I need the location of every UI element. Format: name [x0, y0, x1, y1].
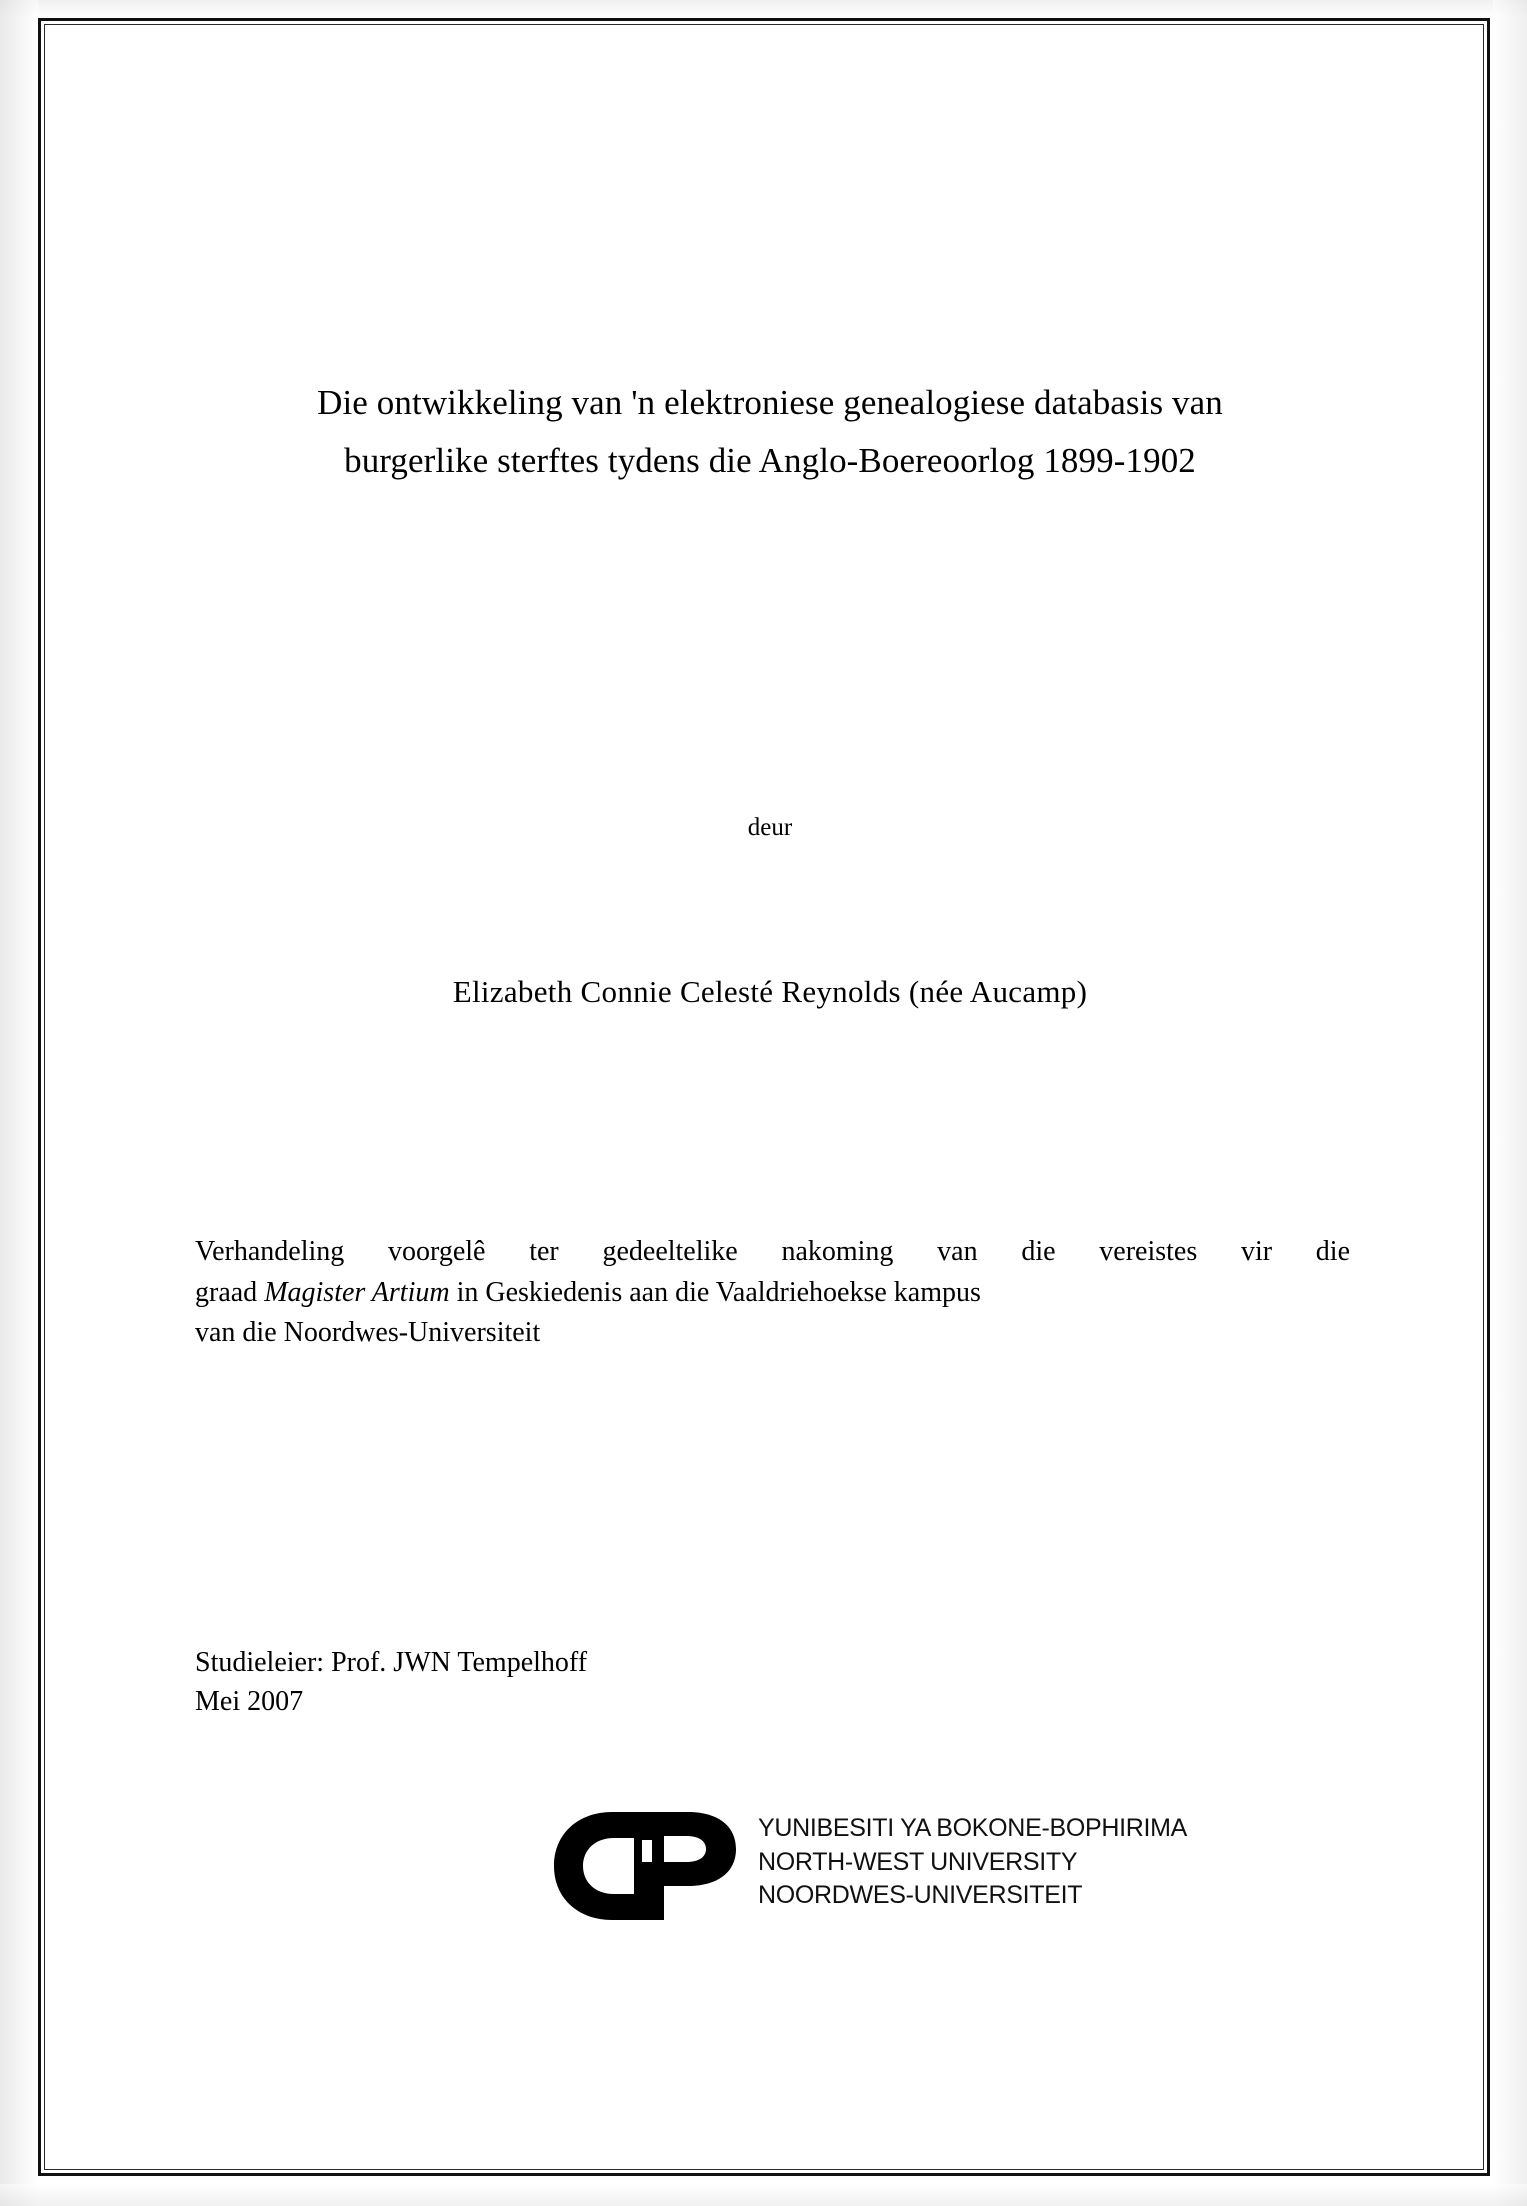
degree-statement-line-2-post: in Geskiedenis aan die Vaaldriehoekse kampus: [449, 1276, 981, 1308]
degree-statement-line-2-pre: graad: [195, 1276, 265, 1308]
logo-line-1: YUNIBESITI YA BOKONE-BOPHIRIMA: [758, 1814, 1188, 1842]
degree-statement-line-1: Verhandeling voorgelê ter gedeeltelike nakoming van die vereistes vir die: [195, 1236, 1350, 1267]
degree-statement-line-2: [195, 1273, 1350, 1314]
date-line: Mei 2007: [195, 1685, 304, 1717]
page-title: [180, 374, 1360, 490]
degree-statement: [195, 1232, 1350, 1354]
logo-wordmark: [758, 1812, 1187, 1913]
author-name: Elizabeth Connie Celesté Reynolds (née Aucamp): [452, 974, 1088, 1009]
title-line-2: burgerlike sterftes tydens die Anglo-Boereoorlog 1899-1902: [344, 440, 1196, 480]
logo-line-2: NORTH-WEST UNIVERSITY: [758, 1847, 1078, 1876]
byline-label: deur: [747, 814, 793, 841]
title-page-content: [150, 24, 1390, 2170]
supervisor-and-date: [195, 1644, 1095, 1721]
title-line-1: Die ontwikkeling van 'n elektroniese genealogiese databasis van: [317, 383, 1223, 422]
degree-name-italic: Magister Artium: [264, 1276, 450, 1308]
logo-line-3: NOORDWES-UNIVERSITEIT: [758, 1881, 1083, 1909]
scan-edge-shadow-left: [0, 0, 38, 2206]
university-logo: [550, 1806, 1350, 1936]
scan-edge-shadow-bottom: [0, 2184, 1527, 2206]
scan-edge-shadow-right: [1493, 0, 1527, 2206]
degree-statement-line-3: van die Noordwes-Universiteit: [195, 1317, 541, 1349]
scan-edge-shadow-top: [0, 0, 1527, 18]
nwu-logo-mark-icon: [550, 1810, 746, 1922]
supervisor-line: Studieleier: Prof. JWN Tempelhoff: [195, 1647, 588, 1678]
